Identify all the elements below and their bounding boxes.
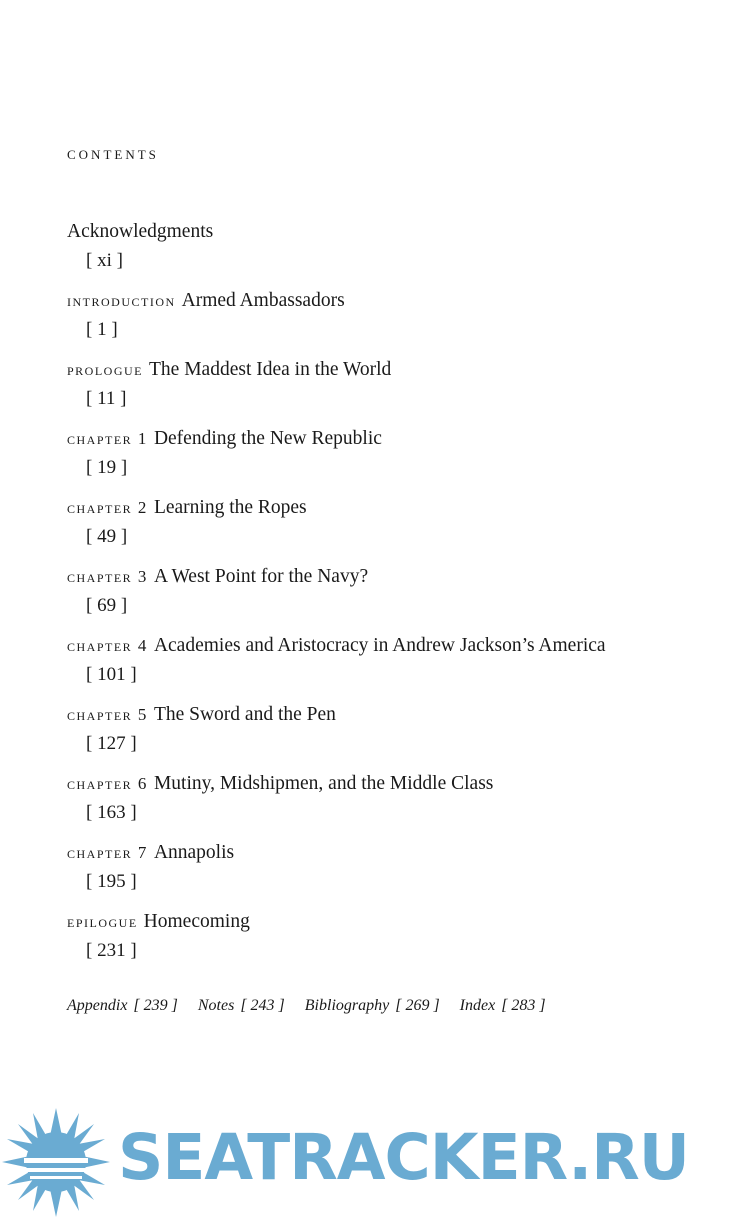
entry-page-number: [ 101 ]: [86, 664, 137, 685]
entry-page-number: [ 127 ]: [86, 733, 137, 754]
toc-entry-chapter-1[interactable]: [67, 426, 727, 495]
entry-title-line: [67, 357, 727, 383]
back-matter-appendix[interactable]: [67, 997, 178, 1014]
entry-label: chapter 5: [67, 705, 148, 724]
back-matter-index[interactable]: [460, 997, 546, 1014]
back-matter-page: [ 243 ]: [240, 997, 285, 1014]
back-matter-title: Notes: [197, 997, 235, 1014]
contents-heading: contents: [67, 143, 159, 164]
entry-title: The Sword and the Pen: [153, 704, 336, 725]
entry-title: The Maddest Idea in the World: [149, 359, 392, 380]
entry-page-number: [ 231 ]: [86, 940, 137, 961]
entry-label: chapter 3: [67, 567, 148, 586]
toc-entry-epilogue[interactable]: [67, 909, 727, 978]
entry-title-line: [67, 564, 727, 590]
toc-entry-chapter-6[interactable]: [67, 771, 727, 840]
toc-entry-acknowledgments[interactable]: [67, 219, 727, 288]
entry-title-line: [67, 495, 727, 521]
toc-entry-chapter-7[interactable]: [67, 840, 727, 909]
entry-title: Annapolis: [153, 842, 235, 863]
entry-label: introduction: [67, 291, 176, 310]
entry-page-number: [ 69 ]: [86, 595, 128, 616]
entry-label: chapter 1: [67, 429, 148, 448]
entry-page-number: [ 19 ]: [86, 457, 128, 478]
entry-page-number: [ 49 ]: [86, 526, 128, 547]
entry-title-line: [67, 702, 727, 728]
toc-entry-chapter-3[interactable]: [67, 564, 727, 633]
entry-title: Armed Ambassadors: [181, 290, 345, 311]
back-matter-bibliography[interactable]: [305, 997, 440, 1014]
watermark: [0, 1106, 741, 1219]
back-matter-page: [ 283 ]: [501, 997, 546, 1014]
toc-entry-introduction[interactable]: [67, 288, 727, 357]
entry-label: chapter 4: [67, 636, 148, 655]
sun-logo-icon: [0, 1106, 112, 1219]
toc-entry-chapter-5[interactable]: [67, 702, 727, 771]
back-matter-page: [ 239 ]: [133, 997, 178, 1014]
back-matter-title: Bibliography: [304, 997, 390, 1014]
watermark-text: SEATRACKER.RU: [118, 1121, 689, 1194]
table-of-contents: [67, 219, 727, 978]
entry-title: Defending the New Republic: [153, 428, 382, 449]
entry-label: prologue: [67, 360, 144, 379]
toc-entry-prologue[interactable]: [67, 357, 727, 426]
entry-label: chapter 6: [67, 774, 148, 793]
entry-title: Acknowledgments: [67, 221, 214, 242]
entry-page-number: [ 11 ]: [86, 388, 127, 409]
entry-title-line: [67, 840, 727, 866]
entry-title-line: [67, 909, 727, 935]
entry-page-number: [ 163 ]: [86, 802, 137, 823]
entry-title-line: [67, 771, 727, 797]
back-matter-notes[interactable]: [198, 997, 285, 1014]
entry-title-line: [67, 426, 727, 452]
entry-title: Mutiny, Midshipmen, and the Middle Class: [153, 773, 494, 794]
entry-title-line: [67, 219, 727, 245]
entry-label: chapter 2: [67, 498, 148, 517]
entry-title-line: [67, 288, 727, 314]
back-matter-title: Appendix: [67, 997, 128, 1014]
entry-label: epilogue: [67, 912, 138, 931]
back-matter-page: [ 269 ]: [395, 997, 440, 1014]
toc-entry-chapter-4[interactable]: [67, 633, 727, 702]
entry-page-number: [ xi ]: [86, 250, 123, 271]
entry-label: chapter 7: [67, 843, 148, 862]
entry-title: A West Point for the Navy?: [153, 566, 369, 587]
back-matter-line: [67, 997, 562, 1015]
entry-title: Learning the Ropes: [153, 497, 307, 518]
toc-entry-chapter-2[interactable]: [67, 495, 727, 564]
back-matter-title: Index: [459, 997, 496, 1014]
entry-title: Homecoming: [143, 911, 250, 932]
entry-page-number: [ 1 ]: [86, 319, 118, 340]
entry-title-line: [67, 633, 727, 659]
entry-page-number: [ 195 ]: [86, 871, 137, 892]
entry-title: Academies and Aristocracy in Andrew Jackson’s America: [153, 635, 606, 656]
